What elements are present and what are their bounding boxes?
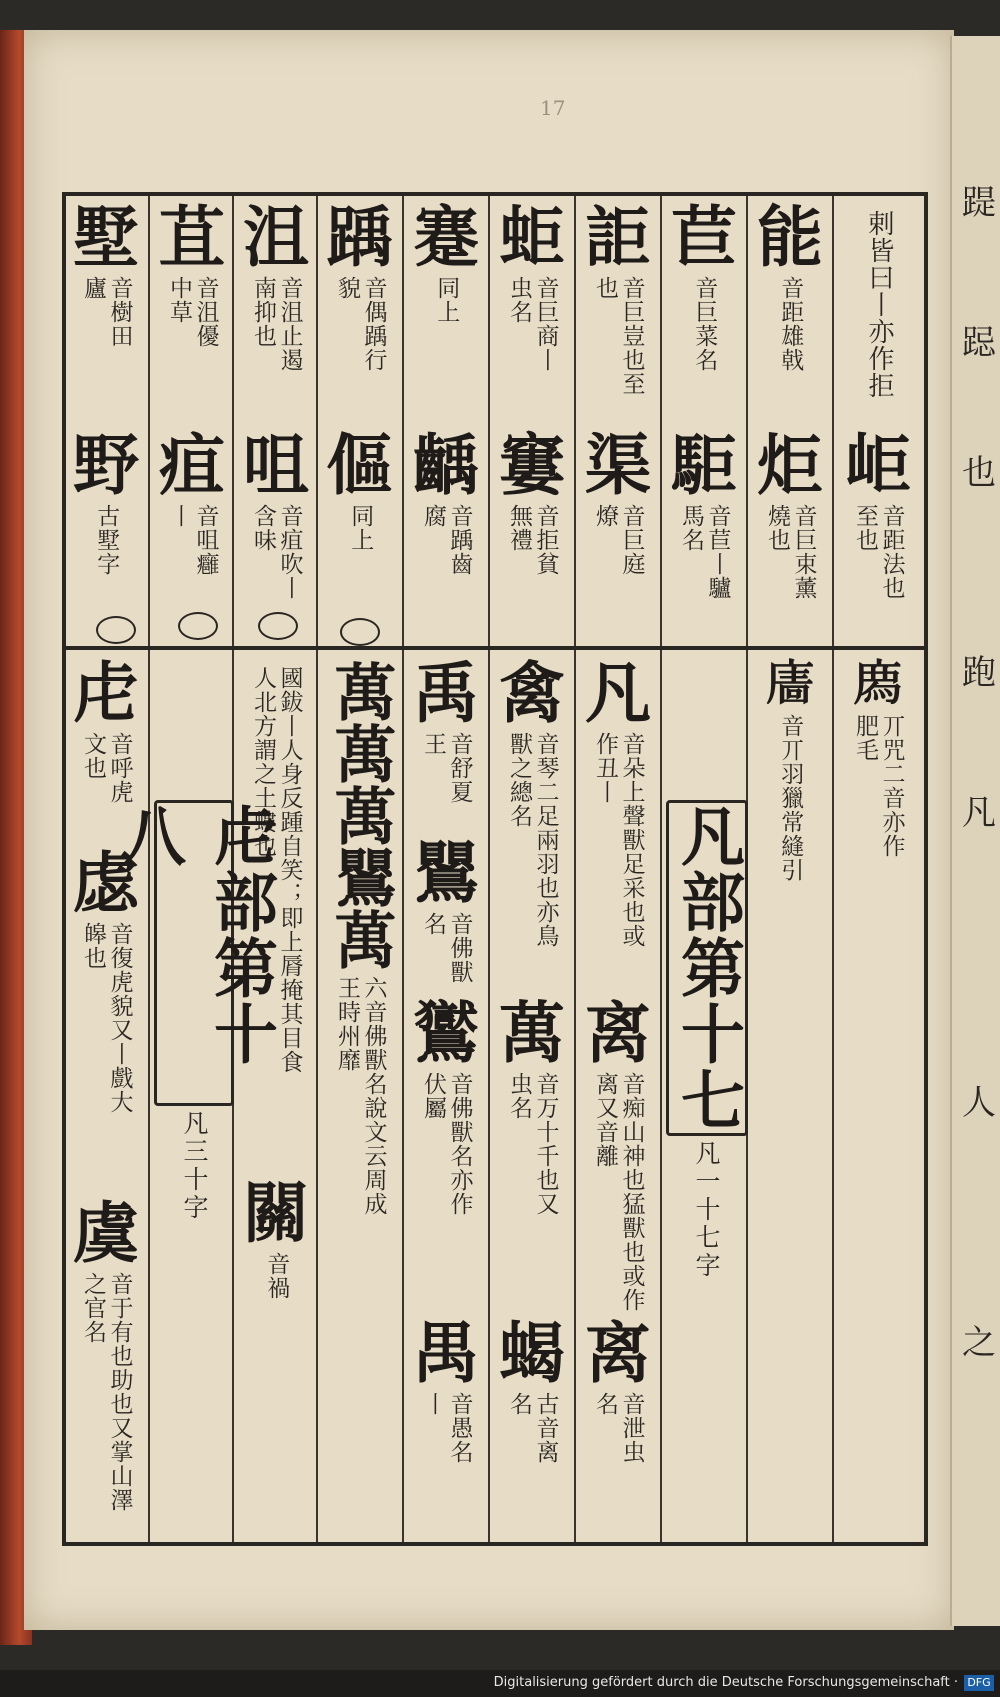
dictionary-entry xyxy=(836,656,920,864)
entry-note: 音巨庭燎 xyxy=(592,504,645,576)
head-character: 𢊂 xyxy=(765,656,814,712)
entry-note: 音巨束薰燒也 xyxy=(764,504,817,600)
next-page-char: 之 xyxy=(962,1323,996,1363)
dictionary-entry xyxy=(750,198,830,372)
dictionary-entry xyxy=(236,426,316,614)
entry-note: 音佛獸名亦作伏屬 xyxy=(420,1072,473,1216)
next-page-char: 人 xyxy=(962,1083,996,1123)
dictionary-entry xyxy=(750,656,830,914)
head-character: 蝎 xyxy=(499,1314,565,1392)
column-rule xyxy=(316,196,318,646)
entry-note: 同上 xyxy=(347,504,374,552)
column-rule xyxy=(832,196,834,646)
column-rule xyxy=(316,650,318,1542)
dictionary-entry xyxy=(664,198,744,372)
dictionary-entry xyxy=(578,994,658,1322)
entry-note: 音朵上聲獸足采也或作丑丨 xyxy=(592,732,645,948)
entry-note: 音巨菜名 xyxy=(691,276,718,372)
entry-note: 六音佛獸名說文云周成王時州靡 xyxy=(334,976,387,1216)
dictionary-entry xyxy=(406,654,486,812)
dictionary-entry xyxy=(66,654,146,822)
head-character: 蚷 xyxy=(499,198,565,276)
right-note: 剌皆曰丨亦作拒 xyxy=(863,210,894,399)
separator-circle xyxy=(258,612,298,640)
head-character: 𢊁 xyxy=(853,656,902,712)
head-character: 蹇 xyxy=(413,198,479,276)
dictionary-entry xyxy=(836,426,920,614)
entry-note: 音舒夏王 xyxy=(420,732,473,804)
dictionary-entry xyxy=(578,654,658,952)
dictionary-entry xyxy=(750,426,830,614)
page-number: 17 xyxy=(540,96,566,120)
dictionary-entry xyxy=(66,844,146,1122)
separator-circle xyxy=(96,616,136,644)
head-character-group: 萬萬萬鸎萬 xyxy=(324,660,397,970)
column-rule xyxy=(660,196,662,646)
radical-title-box: 凡部第十七 xyxy=(666,800,748,1136)
entry-note: 音痴山神也猛獸也或作离又音離 xyxy=(592,1072,645,1312)
head-character: 咀 xyxy=(243,426,309,504)
dictionary-entry xyxy=(152,198,232,366)
dictionary-entry xyxy=(320,198,400,386)
next-page-char: 也 xyxy=(962,453,996,493)
head-character: 离 xyxy=(585,1314,651,1392)
column-rule xyxy=(832,650,834,1542)
side-note: 國鈸丨人身反踵自笑；即上脣掩其目食人北方謂之土螻也 xyxy=(250,666,303,1074)
dictionary-entry xyxy=(578,1314,658,1472)
column-rule xyxy=(488,196,490,646)
dictionary-entry xyxy=(578,198,658,406)
dictionary-entry xyxy=(320,660,400,1226)
separator-circle xyxy=(178,612,218,640)
entry-note: 音復虎貌又丨戲大皞也 xyxy=(80,922,133,1114)
head-character: 苣 xyxy=(671,198,737,276)
head-character: 岠 xyxy=(845,426,911,504)
digitization-footer xyxy=(0,1670,1000,1697)
entry-note: 音于有也助也又掌山澤之官名 xyxy=(80,1272,133,1512)
head-character: 禹 xyxy=(413,654,479,732)
head-character: 詎 xyxy=(585,198,651,276)
dictionary-entry xyxy=(492,994,572,1222)
head-character: 离 xyxy=(585,994,651,1072)
dictionary-entry xyxy=(66,198,146,366)
dictionary-entry xyxy=(492,654,572,952)
head-character: 鸑 xyxy=(413,994,479,1072)
head-character: 墅 xyxy=(73,198,139,276)
head-character: 虍 xyxy=(73,654,139,732)
dictionary-entry xyxy=(236,198,316,386)
head-character: 萬 xyxy=(499,994,565,1072)
character-count: 凡一十七字 xyxy=(692,1140,721,1280)
dictionary-entry xyxy=(236,1174,316,1312)
next-page-char: 跑 xyxy=(962,653,996,693)
head-character: 炬 xyxy=(757,426,823,504)
column-rule xyxy=(488,650,490,1542)
entry-note: 音佛獸名 xyxy=(420,912,473,984)
dictionary-entry xyxy=(406,1314,486,1472)
dictionary-entry xyxy=(406,834,486,992)
radical-title-box xyxy=(154,800,234,1106)
dictionary-entry xyxy=(406,198,486,324)
head-character: 傴 xyxy=(327,426,393,504)
entry-note: 音愚名丨 xyxy=(420,1392,473,1464)
dictionary-entry xyxy=(66,426,146,594)
entry-note: 古音离名 xyxy=(506,1392,559,1464)
dictionary-entry xyxy=(492,1314,572,1472)
entry-note: 音禍 xyxy=(263,1252,290,1300)
dfg-logo: DFG xyxy=(964,1675,994,1691)
head-character: 禽 xyxy=(499,654,565,732)
entry-note: 古墅字 xyxy=(93,504,120,576)
head-character: 禺 xyxy=(413,1314,479,1392)
next-page-edge xyxy=(950,36,1000,1626)
next-page-char: 踶 xyxy=(962,183,996,223)
entry-note: 音沮優中草 xyxy=(166,276,219,348)
dictionary-entry xyxy=(320,426,400,594)
head-character: 渠 xyxy=(585,426,651,504)
entry-note: 音苣丨驢馬名 xyxy=(678,504,731,600)
entry-note: 音疽吹丨含味 xyxy=(250,504,303,600)
entry-note: 音丌羽獵常縫引 xyxy=(777,714,804,882)
head-character: 野 xyxy=(73,426,139,504)
dictionary-entry xyxy=(406,994,486,1232)
dictionary-entry xyxy=(578,426,658,594)
head-character: 虙 xyxy=(73,844,139,922)
head-character: 鸎 xyxy=(413,834,479,912)
dictionary-entry xyxy=(66,1194,146,1512)
entry-note: 音咀癰丨 xyxy=(166,504,219,576)
head-character: 窶 xyxy=(499,426,565,504)
head-character: 踽 xyxy=(327,198,393,276)
dictionary-entry xyxy=(492,198,572,386)
right-note-column xyxy=(838,204,918,399)
column-rule xyxy=(574,650,576,1542)
head-character: 能 xyxy=(757,198,823,276)
entry-note: 音距雄戟 xyxy=(777,276,804,372)
separator-circle xyxy=(340,618,380,646)
dictionary-entry xyxy=(406,426,486,594)
character-count: 凡三十字 xyxy=(180,1110,209,1222)
column-rule xyxy=(232,196,234,646)
head-character: 苴 xyxy=(159,198,225,276)
head-character: 虞 xyxy=(73,1194,139,1272)
head-character: 齲 xyxy=(413,426,479,504)
dictionary-entry xyxy=(492,426,572,594)
entry-note: 音巨豈也至也 xyxy=(592,276,645,396)
dictionary-entry xyxy=(664,426,744,614)
head-character: 駏 xyxy=(671,426,737,504)
entry-note: 音呼虎文也 xyxy=(80,732,133,804)
head-character: 沮 xyxy=(243,198,309,276)
entry-note: 音巨商丨虫名 xyxy=(506,276,559,372)
entry-note: 音拒貧無禮 xyxy=(506,504,559,576)
funding-credit: Digitalisierung gefördert durch die Deutsche Forschungsgemeinschaft · xyxy=(493,1675,958,1690)
next-page-char: 跽 xyxy=(962,323,996,363)
column-rule xyxy=(574,196,576,646)
column-rule xyxy=(148,196,150,646)
entry-note: 音琴二足兩羽也亦鳥獸之總名 xyxy=(506,732,559,948)
entry-note: 同上 xyxy=(433,276,460,324)
next-page-char: 凡 xyxy=(962,793,996,833)
entry-note: 音万十千也又虫名 xyxy=(506,1072,559,1216)
head-character: 凡 xyxy=(585,654,651,732)
entry-note: 音踽齒腐 xyxy=(420,504,473,576)
column-rule xyxy=(746,196,748,646)
head-character: 疽 xyxy=(159,426,225,504)
head-character: 關 xyxy=(243,1174,309,1252)
entry-note: 音偶踽行貌 xyxy=(334,276,387,372)
dictionary-entry xyxy=(152,426,232,594)
entry-note: 音沮止遏南抑也 xyxy=(250,276,303,372)
entry-note: 丌咒二音亦作肥毛 xyxy=(852,714,905,858)
entry-note: 音泄虫名 xyxy=(592,1392,645,1464)
entry-note: 音樹田廬 xyxy=(80,276,133,348)
column-rule xyxy=(402,196,404,646)
section-divider xyxy=(62,646,928,650)
entry-note: 音距法也至也 xyxy=(852,504,905,600)
column-rule xyxy=(402,650,404,1542)
